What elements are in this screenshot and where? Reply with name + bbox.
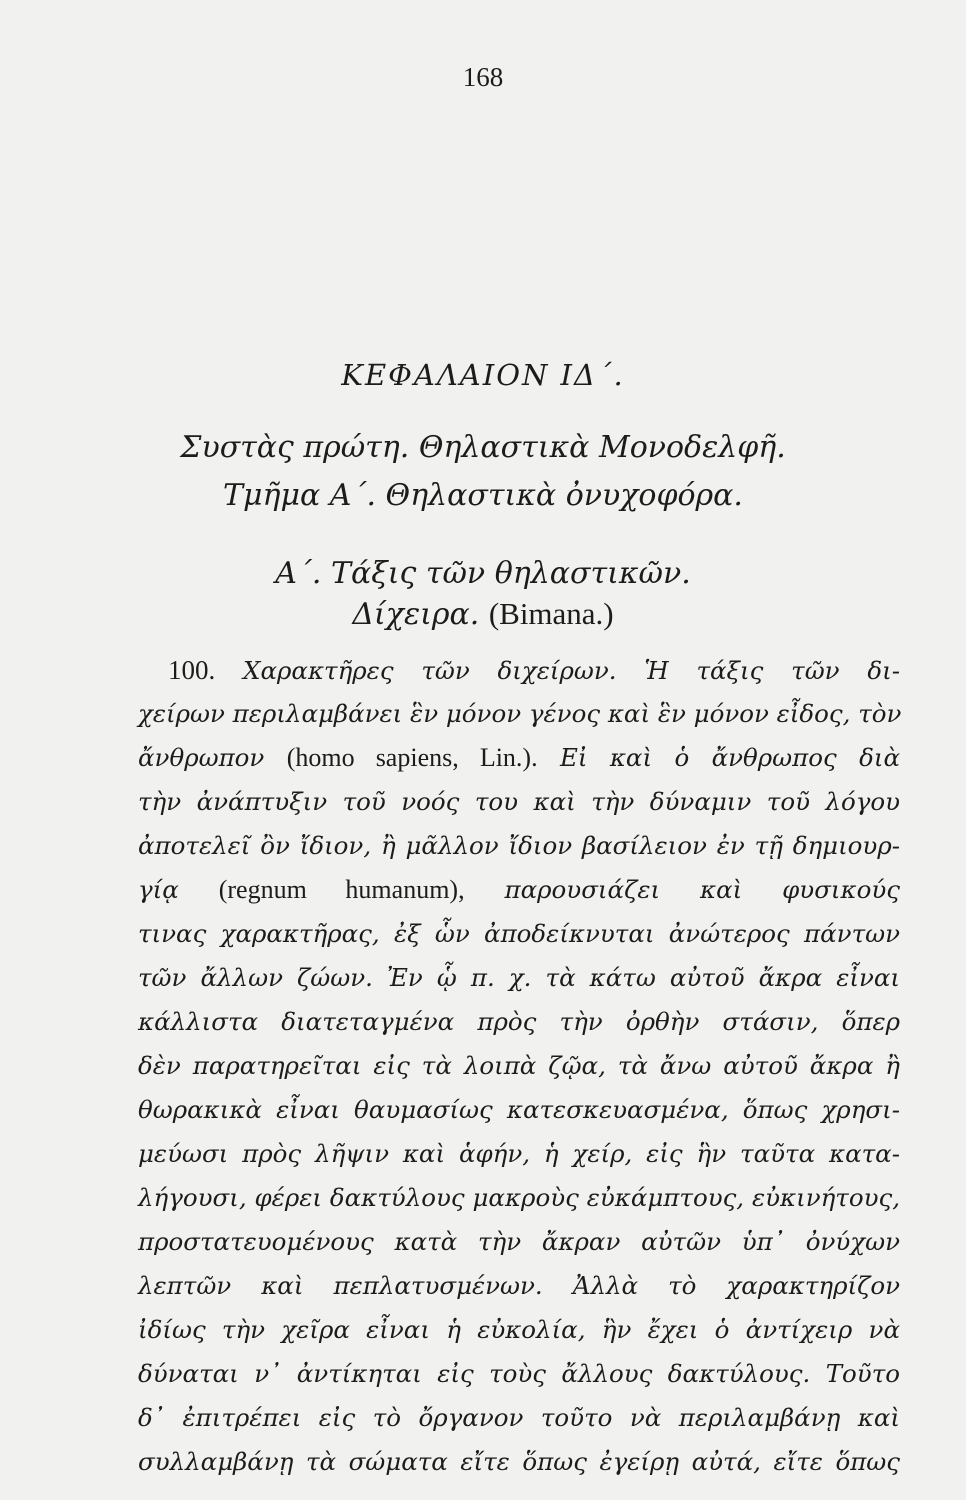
text-line [138, 868, 900, 912]
text-line: συλλαμβάνῃ τὰ σώματα εἴτε ὅπως ἐγείρῃ αὐτά, εἴτε ὅπως [138, 1447, 900, 1476]
line-text: Χαρακτῆρες τῶν διχείρων. Ἡ τάξις τῶν δι- [243, 656, 900, 685]
order-name [0, 596, 966, 632]
line-text: ἄνθρωπον [138, 743, 265, 772]
text-line: τῶν ἄλλων ζώων. Ἐν ᾧ π. χ. τὰ κάτω αὐτοῦ ἄκρα εἶναι [138, 963, 900, 992]
text-line: χείρων περιλαμβάνει ἓν μόνον γένος καὶ ἓν μόνον εἶδος, τὸν [138, 699, 902, 728]
text-line [138, 648, 900, 692]
text-line: δύναται ν᾽ ἀντίκηται εἰς τοὺς ἄλλους δακτύλους. Τοῦτο [138, 1359, 900, 1388]
text-line: τὴν ἀνάπτυξιν τοῦ νοός του καὶ τὴν δύναμιν τοῦ λόγου [138, 787, 900, 816]
paragraph-100 [138, 648, 900, 1484]
text-line: ἰδίως τὴν χεῖρα εἶναι ἡ εὐκολία, ἣν ἔχει ὁ ἀντίχειρ νὰ [138, 1315, 900, 1344]
text-line: κάλλιστα διατεταγμένα πρὸς τὴν ὀρθὴν στάσιν, ὅπερ [138, 1007, 900, 1036]
latin-term: (homo sapiens, Lin.). [286, 743, 538, 772]
text-line: δὲν παρατηρεῖται εἰς τὰ λοιπὰ ζῷα, τὰ ἄνω αὐτοῦ ἄκρα ἢ [138, 1051, 900, 1080]
line-text: παρουσιάζει καὶ φυσικούς [504, 875, 900, 904]
chapter-subtitle-class: Συστὰς πρώτη. Θηλαστικὰ Μονοδελφῆ. [180, 430, 786, 465]
text-line: μεύωσι πρὸς λῆψιν καὶ ἁφήν, ἡ χείρ, εἰς ἣν ταῦτα κατα- [138, 1139, 900, 1168]
text-line: λήγουσι, φέρει δακτύλους μακροὺς εὐκάμπτους, εὐκινήτους, [138, 1183, 900, 1212]
page-number: 168 [462, 62, 504, 92]
chapter-subtitle-section: Τμῆμα Α΄. Θηλαστικὰ ὀνυχοφόρα. [223, 478, 743, 513]
latin-term: (regnum humanum), [218, 875, 465, 904]
order-name-latin: (Bimana.) [488, 596, 614, 631]
text-line [138, 736, 900, 780]
text-line: λεπτῶν καὶ πεπλατυσμένων. Ἀλλὰ τὸ χαρακτηρίζον [138, 1271, 900, 1300]
order-title: Α΄. Τάξις τῶν θηλαστικῶν. [275, 556, 691, 591]
text-line: ἀποτελεῖ ὂν ἴδιον, ἢ μᾶλλον ἴδιον βασίλειον ἐν τῇ δημιουρ- [138, 831, 900, 860]
order-name-greek: Δίχειρα. [352, 597, 480, 632]
chapter-title: ΚΕΦΑΛΑΙΟΝ ΙΔ΄. [341, 358, 625, 392]
line-text: Εἰ καὶ ὁ ἄνθρωπος διὰ [559, 743, 901, 772]
section-number: 100. [168, 655, 216, 685]
text-line: τινας χαρακτῆρας, ἐξ ὧν ἀποδείκνυται ἀνώτερος πάντων [138, 919, 900, 948]
text-line: δ᾽ ἐπιτρέπει εἰς τὸ ὄργανον τοῦτο νὰ περιλαμβάνῃ καὶ [138, 1403, 900, 1432]
line-text: γίᾳ [138, 875, 179, 904]
text-line: θωρακικὰ εἶναι θαυμασίως κατεσκευασμένα, ὅπως χρησι- [138, 1095, 900, 1124]
text-line: προστατευομένους κατὰ τὴν ἄκραν αὐτῶν ὑπ᾽ ὀνύχων [138, 1227, 900, 1256]
